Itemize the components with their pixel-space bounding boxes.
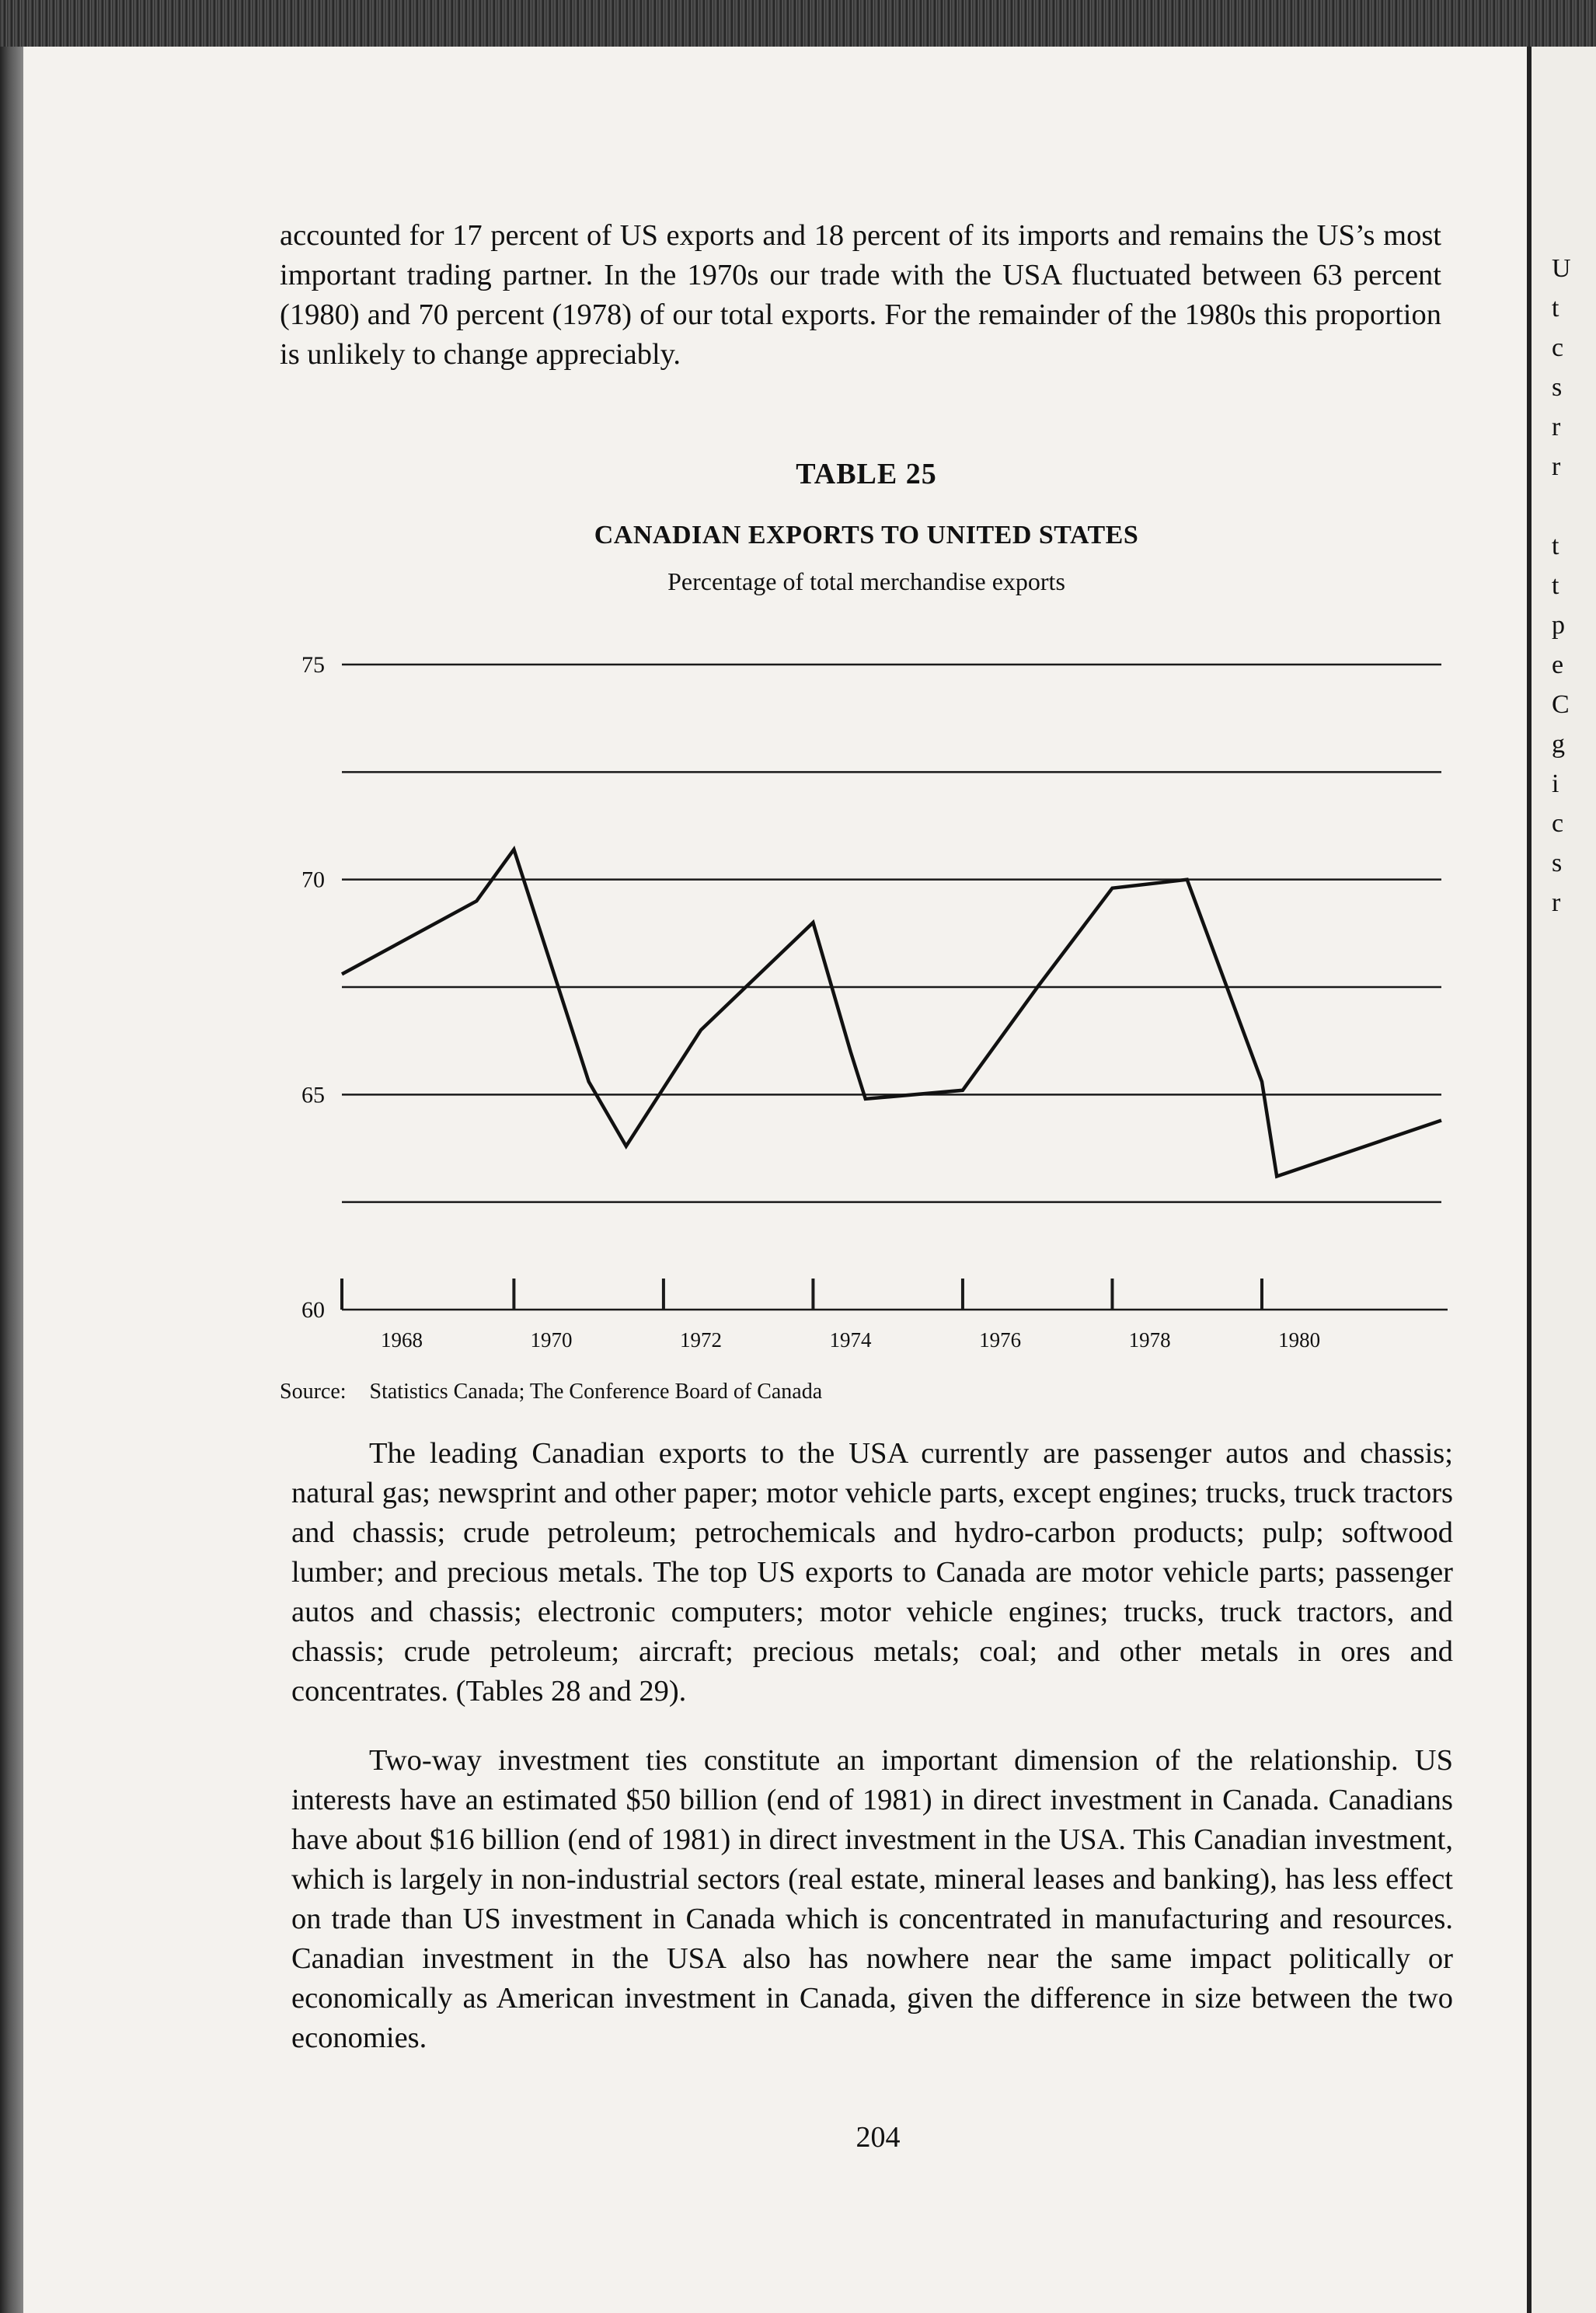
investment-paragraph: Two-way investment ties constitute an important dimension of the relationship. US interests have an estimated $50 billion (end of 1981) in direct investment in Canada. Canadians have about $16 billion (end of 1981) in direct investment in the USA. This Canadian investment, which is largely in non-industrial sectors (real estate, mineral leases and banking), has less effect on trade than US investment in Canada which is concentrated in manufacturing and resources. Canadian investment in the USA also has nowhere near the same impact politically or economically as American investment in Canada, given the difference in size between the two economies. (291, 1744, 1453, 2054)
adjacent-page-letter: r (1552, 413, 1561, 441)
adjacent-page-letter: i (1552, 769, 1559, 798)
x-tick-label: 1978 (1128, 1328, 1171, 1352)
adjacent-page-letter: C (1552, 690, 1570, 719)
intro-paragraph: accounted for 17 percent of US exports and 18 percent of its imports and remains the US’s most important trading partner. In the 1970s our trade with the USA fluctuated between 63 percent (1980) and 70 percent (1978) of our total exports. For the remainder of the 1980s this proportion is unlikely to change appreciably. (280, 219, 1441, 371)
adjacent-page-letters (1552, 249, 1571, 923)
adjacent-page-letter: U (1552, 254, 1571, 283)
adjacent-page-letter: p (1552, 611, 1565, 640)
page-number: 204 (855, 2121, 901, 2154)
x-tick-label: 1972 (680, 1328, 723, 1352)
adjacent-page-edge (1527, 47, 1596, 2313)
y-tick-label: 60 (301, 1297, 325, 1323)
adjacent-page-letter: s (1552, 849, 1563, 877)
book-spine-shadow (0, 47, 23, 2313)
y-tick-label: 65 (301, 1082, 325, 1108)
x-tick-label: 1976 (979, 1328, 1022, 1352)
series-line (342, 849, 1441, 1177)
source-label: Source: (280, 1380, 347, 1404)
adjacent-page-letter: g (1552, 730, 1565, 759)
adjacent-page-letter (1552, 487, 1571, 526)
adjacent-page-letter: r (1552, 888, 1561, 917)
adjacent-page-letter: t (1552, 294, 1559, 323)
line-chart (276, 637, 1465, 1352)
x-tick-label: 1974 (829, 1328, 872, 1352)
adjacent-page-letter: r (1552, 452, 1561, 481)
x-tick-label: 1970 (530, 1328, 573, 1352)
chart-source (280, 1380, 822, 1404)
y-tick-label: 75 (301, 652, 325, 678)
adjacent-page-letter: c (1552, 809, 1564, 838)
adjacent-page-letter: e (1552, 651, 1564, 679)
table-number: TABLE 25 (796, 458, 937, 490)
x-tick-label: 1980 (1278, 1328, 1321, 1352)
adjacent-page-letter: s (1552, 373, 1563, 402)
source-text: Statistics Canada; The Conference Board of Canada (369, 1380, 823, 1404)
x-tick-label: 1968 (381, 1328, 423, 1352)
chart-title: CANADIAN EXPORTS TO UNITED STATES (594, 521, 1139, 549)
adjacent-page-letter: t (1552, 571, 1559, 600)
adjacent-page-letter: t (1552, 532, 1559, 560)
exports-paragraph: The leading Canadian exports to the USA currently are passenger autos and chassis; natural gas; newsprint and other paper; motor vehicle parts, except engines; trucks, truck tractors and chassis; crude petroleum; petrochemicals and hydro-carbon products; pulp; softwood lumber; and precious metals. The top US exports to Canada are motor vehicle parts; passenger autos and chassis; electronic computers; motor vehicle engines; trucks, truck tractors, and chassis; crude petroleum; aircraft; precious metals; coal; and other metals in ores and concentrates. (Tables 28 and 29). (291, 1437, 1453, 1708)
adjacent-page-letter: c (1552, 333, 1564, 362)
chart-subtitle: Percentage of total merchandise exports (667, 567, 1065, 595)
y-tick-label: 70 (301, 867, 325, 893)
